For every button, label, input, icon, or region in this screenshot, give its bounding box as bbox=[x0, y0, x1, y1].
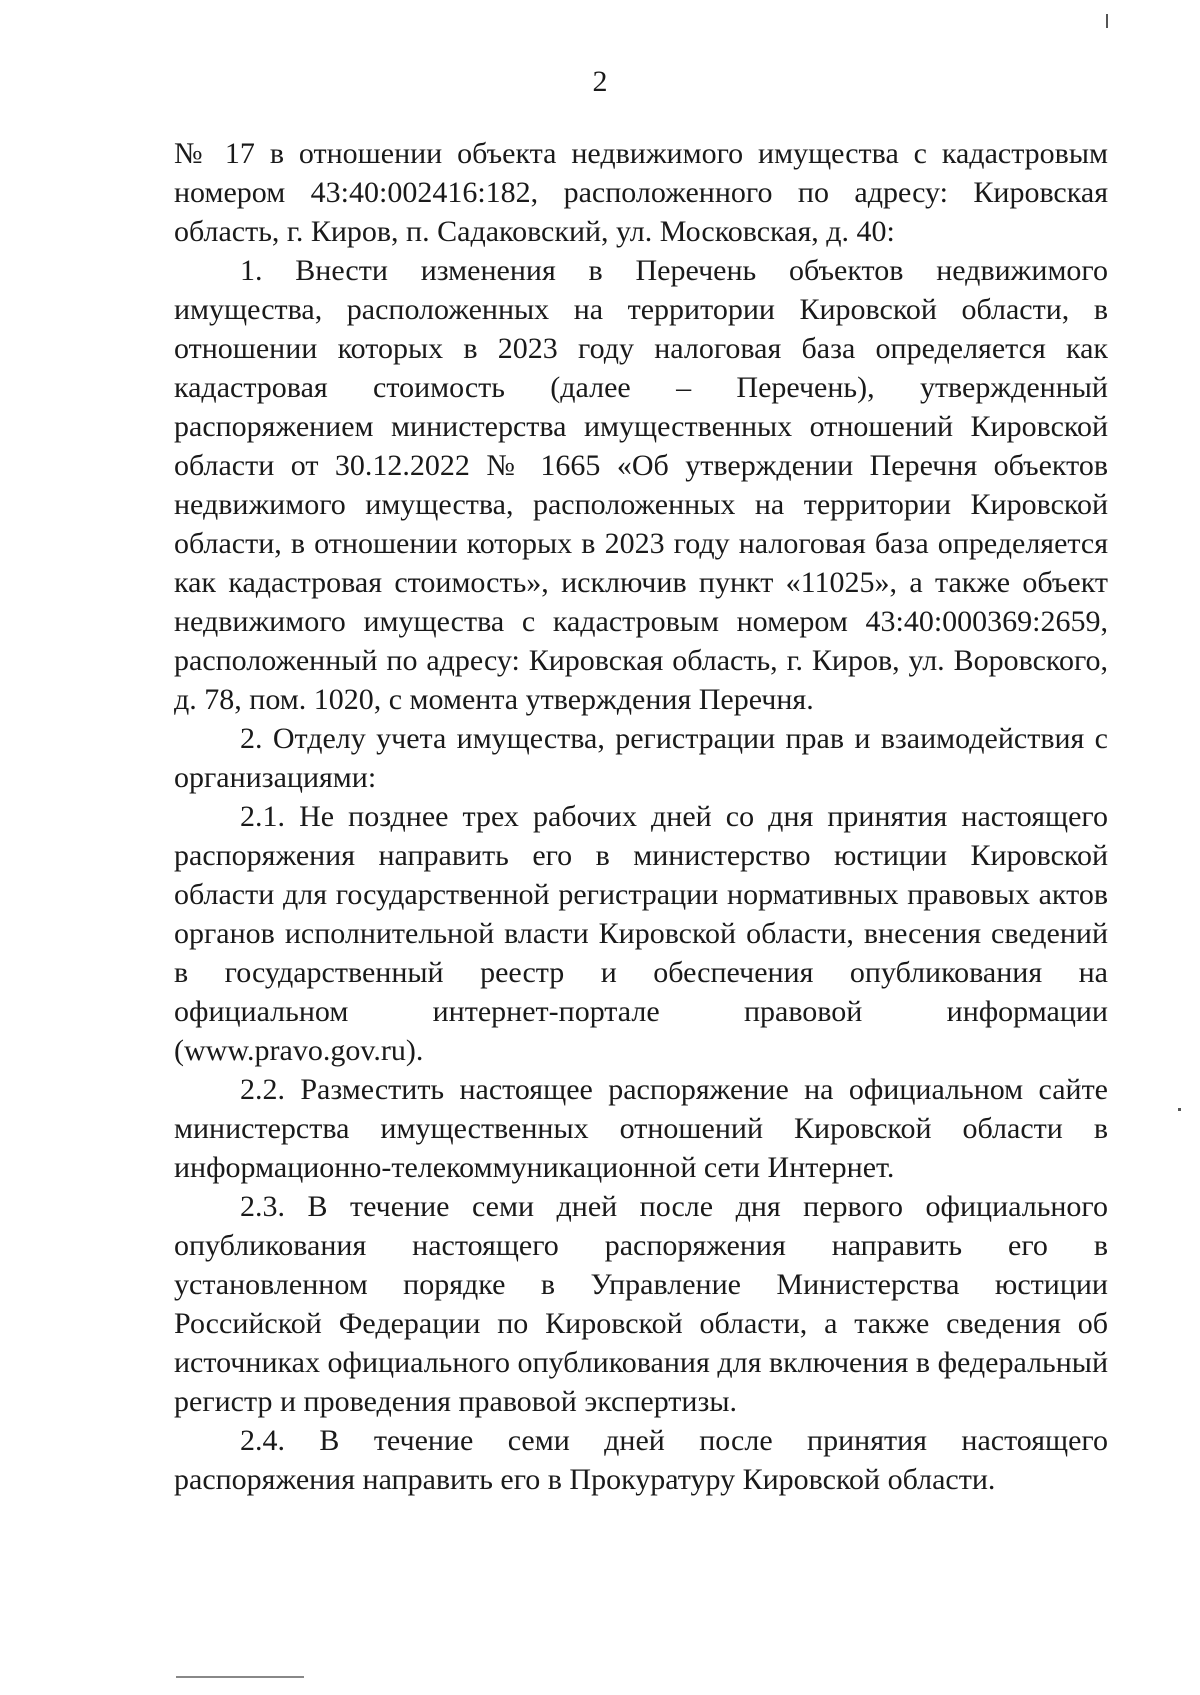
scan-artifact-right bbox=[1178, 1108, 1181, 1111]
paragraph-intro-continuation: № 17 в отношении объекта недвижимого имущества с кадастровым номером 43:40:002416:182, расположенного по адресу: Кировская область, г. Киров, п. Садаковский, ул. Московская, д. 40: bbox=[174, 137, 1108, 248]
paragraph-item-2-1: 2.1. Не позднее трех рабочих дней со дня принятия настоящего распоряжения направить его в министерство юстиции Кировской области для государственной регистрации нормативных правовых актов органов исполнительной власти Кировской области, внесения сведений в государственный реестр и обеспечения опубликования на официальном интернет-портале правовой информации (www.pravo.gov.ru). bbox=[174, 800, 1108, 1067]
page-number: 2 bbox=[592, 65, 608, 98]
scan-artifact-bottom-line bbox=[176, 1676, 304, 1678]
paragraph-item-2-4: 2.4. В течение семи дней после принятия настоящего распоряжения направить его в Прокуратуру Кировской области. bbox=[174, 1424, 1108, 1496]
scan-artifact-top-right bbox=[1106, 14, 1108, 28]
paragraph-item-2-2: 2.2. Разместить настоящее распоряжение на официальном сайте министерства имущественных отношений Кировской области в информационно-телекоммуникационной сети Интернет. bbox=[174, 1073, 1108, 1184]
paragraph-item-2-3: 2.3. В течение семи дней после дня первого официального опубликования настоящего распоряжения направить его в установленном порядке в Управление Министерства юстиции Российской Федерации по Кировской области, а также сведения об источниках официального опубликования для включения в федеральный регистр и проведения правовой экспертизы. bbox=[174, 1190, 1108, 1418]
paragraph-item-2: 2. Отделу учета имущества, регистрации прав и взаимодействия с организациями: bbox=[174, 722, 1108, 794]
paragraph-item-1: 1. Внести изменения в Перечень объектов недвижимого имущества, расположенных на территории Кировской области, в отношении которых в 2023 году налоговая база определяется как кадастровая стоимость (далее – Перечень), утвержденный распоряжением министерства имущественных отношений Кировской области от 30.12.2022 № 1665 «Об утверждении Перечня объектов недвижимого имущества, расположенных на территории Кировской области, в отношении которых в 2023 году налоговая база определяется как кадастровая стоимость», исключив пункт «11025», а также объект недвижимого имущества с кадастровым номером 43:40:000369:2659, расположенный по адресу: Кировская область, г. Киров, ул. Воровского, д. 78, пом. 1020, с момента утверждения Перечня. bbox=[174, 254, 1108, 716]
document-body bbox=[174, 134, 1108, 1499]
